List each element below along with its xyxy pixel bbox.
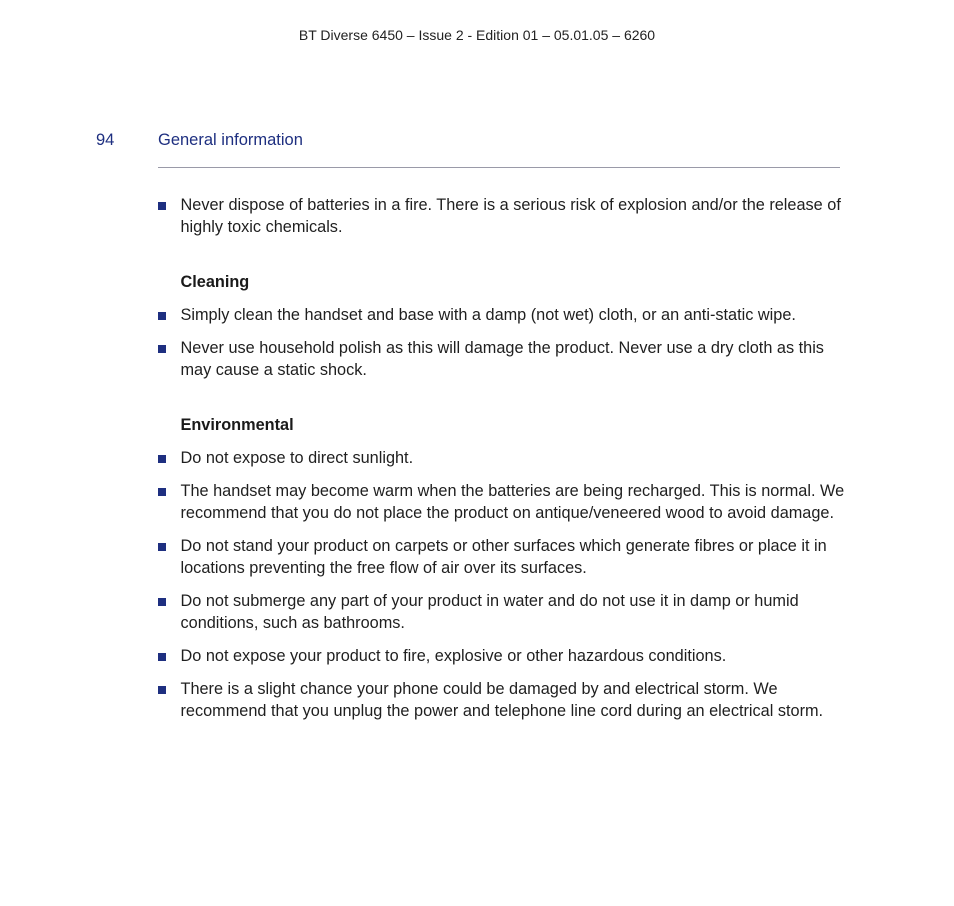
list-item-text: Do not expose your product to fire, explosive or other hazardous conditions. <box>180 647 727 665</box>
page-number: 94 <box>96 131 115 149</box>
list-item-text: Do not stand your product on carpets or other surfaces which generate fibres or place it in locations preventing the free flow of air over its surfaces. <box>180 537 827 577</box>
square-bullet-icon <box>158 488 166 496</box>
list-item-text: Never use household polish as this will damage the product. Never use a dry cloth as this may cause a static shock. <box>180 339 824 379</box>
environmental-list <box>158 447 848 722</box>
list-item <box>158 337 848 381</box>
list-item <box>158 480 848 524</box>
list-item <box>158 678 848 722</box>
list-item <box>158 535 848 579</box>
cleaning-list <box>158 304 848 381</box>
list-item <box>158 304 848 326</box>
square-bullet-icon <box>158 686 166 694</box>
list-item-text: Do not submerge any part of your product in water and do not use it in damp or humid conditions, such as bathrooms. <box>180 592 799 632</box>
square-bullet-icon <box>158 345 166 353</box>
batteries-list <box>158 194 848 238</box>
list-item <box>158 447 848 469</box>
square-bullet-icon <box>158 202 166 210</box>
list-item <box>158 645 848 667</box>
list-item <box>158 194 848 238</box>
square-bullet-icon <box>158 455 166 463</box>
page-body <box>158 194 848 722</box>
list-item-text: Do not expose to direct sunlight. <box>180 449 414 467</box>
page-section-title: General information <box>158 131 303 149</box>
header-divider <box>158 167 840 168</box>
list-item-text: There is a slight chance your phone could be damaged by and electrical storm. We recommend that you unplug the power and telephone line cord during an electrical storm. <box>180 680 824 720</box>
square-bullet-icon <box>158 312 166 320</box>
list-item <box>158 590 848 634</box>
list-item-text: Never dispose of batteries in a fire. There is a serious risk of explosion and/or the release of highly toxic chemicals. <box>180 196 841 236</box>
list-item-text: Simply clean the handset and base with a damp (not wet) cloth, or an anti-static wipe. <box>180 306 796 324</box>
running-header: BT Diverse 6450 – Issue 2 - Edition 01 – 05.01.05 – 6260 <box>298 27 656 43</box>
square-bullet-icon <box>158 543 166 551</box>
list-item-text: The handset may become warm when the batteries are being recharged. This is normal. We recommend that you do not place the product on antique/veneered wood to avoid damage. <box>180 482 845 522</box>
cleaning-heading: Cleaning <box>180 273 250 291</box>
square-bullet-icon <box>158 653 166 661</box>
square-bullet-icon <box>158 598 166 606</box>
environmental-heading: Environmental <box>180 416 294 434</box>
